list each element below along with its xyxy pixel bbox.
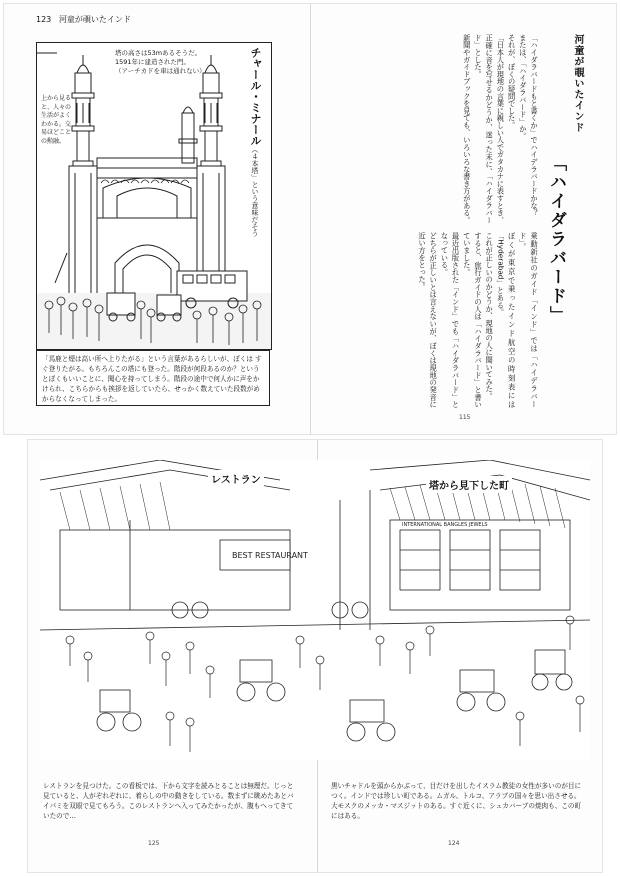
- running-head-title: 河童が覗いたインド: [58, 15, 131, 24]
- spread-fold: [310, 4, 311, 434]
- caption-restaurant: レストランを見つけた。この看板では、下から文字を読みとることは無理だ。じっと見ていると、人がぞれぞれに、着らしの中の動きをしている。数まずに眺めたあとバイパミを双眼で見てもろう。このレストランへ入ってみたかったが、腹もへってきていたので…: [43, 782, 294, 820]
- body-paragraph: 「ハイダラバードもと書くか」でハイデラバードかな？: [530, 34, 539, 217]
- charminar-vertical-title: [247, 47, 263, 237]
- street-drawing: [40, 460, 590, 760]
- body-paragraph: どちらが正しいとは言えないが、ぼくは現地の発音に近い方をとった。: [417, 232, 439, 408]
- label-restaurant: レストラン: [208, 470, 264, 487]
- body-paragraph: 乗動新社のガイド「インド」では「ハイデラバード」。: [518, 232, 539, 408]
- bottom-page-spread: [28, 440, 602, 872]
- charminar-caption: 「馬鹿と煙は高い所へ上りたがる」という言葉があるらしいが、ぼくは すぐ登りたがる。もちろんこの塔にも登った。階段が何段あるのか？というとぼくもいいことに、聞心を持ってしまう。階段の途中で何人かに声をかけられ、こちらからも挨拶を返していたら、せっかく数えていた段数がめからなくなってしまった。: [36, 350, 270, 406]
- restaurant-sign: BEST RESTAURANT: [232, 551, 308, 560]
- page-number-124: 124: [448, 840, 460, 847]
- body-text-upper: [344, 34, 540, 224]
- main-title-hyderabad: 「ハイダラバード」: [546, 154, 566, 325]
- label-town-from-tower: 塔から見下した町: [426, 476, 512, 493]
- page-number-right: 115: [459, 414, 471, 421]
- charminar-title-text: チャール・ミナール: [249, 47, 262, 146]
- street-illustration: [40, 460, 590, 760]
- shop-sign: INTERNATIONAL BANGLES JEWELS: [402, 522, 488, 528]
- body-paragraph: ぼくが東京で乗ったインド航空の時刻表には「Hyderabad」とある。: [496, 232, 517, 408]
- series-title: 河童が覗いたインド: [572, 34, 583, 133]
- note-height-text: 塔の高さは53mあるそうだ。: [115, 49, 202, 57]
- note-arch-text: （アーチカドを車は通れない）: [115, 67, 206, 75]
- note-built-text: 1591年に建造された門。: [115, 58, 191, 66]
- body-paragraph: すると、旅行ガイドの人は「ハイダラバード」と書いていました。: [462, 232, 483, 408]
- body-paragraph: 正確に音を写せるかどうか、迷った末に、「ハイダラバード」とした。: [473, 34, 495, 224]
- body-paragraph: 新聞やガイドブックを見ても、いろいろな書き方がある。: [462, 34, 472, 224]
- body-text-lower: [344, 232, 540, 408]
- note-tower-height: [115, 49, 225, 76]
- note-crowd: 上から見ると、人々の生活がよくわかる。交易ほどことの勲融。: [41, 95, 72, 145]
- charminar-illustration: [36, 42, 272, 350]
- body-paragraph: 最近出版された「インド」でも「ハイダラバード」となっている。: [440, 232, 461, 408]
- charminar-subtitle-text: （４本塔」という意味だそう: [251, 146, 259, 237]
- page-number-125: 125: [148, 840, 160, 847]
- caption-town: 黒いチャドルを頭からかぶって、目だけを出したイスラム教徒の女性が多いのが目につく。インドでは珍しい町である。ムガル、トルコ、アラブの国々を思い出させる。大モスクのメッカ・マスジットのある。すぐ近くに、シュカバーブの焼肉も、この町にはある。: [331, 782, 582, 820]
- body-paragraph: または、「ハイダラバード」か。: [518, 34, 528, 140]
- page-number: 123: [36, 15, 52, 24]
- body-paragraph: これが正しいのかどうか、現地の人に聞いてみた。: [485, 232, 495, 400]
- body-paragraph: 「日本人が現地の言葉に親しい人でガタカナに表すとき、: [496, 34, 506, 224]
- running-header: [36, 14, 131, 25]
- charminar-drawing: [37, 43, 271, 349]
- top-page-spread: [4, 4, 616, 434]
- body-paragraph: それが、ぼくの疑問でした。: [507, 34, 517, 129]
